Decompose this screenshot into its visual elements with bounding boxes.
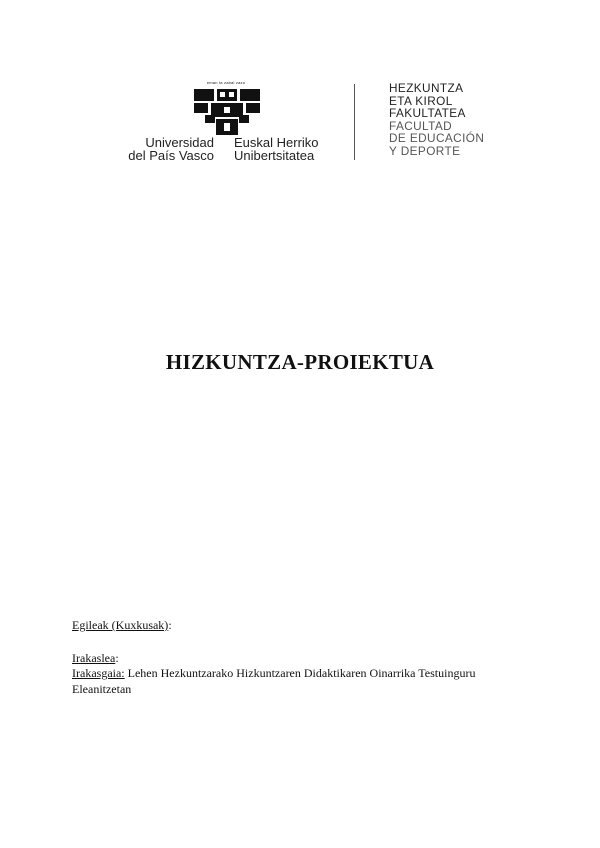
faculty-name: [389, 82, 484, 158]
authors-label: Egileak (Kuxkusak): [72, 618, 169, 632]
subject-label: Irakasgaia:: [72, 666, 125, 680]
university-name-basque: Euskal Herriko Unibertsitatea: [234, 135, 319, 163]
faculty-name-basque: HEZKUNTZA ETA KIROL FAKULTATEA: [389, 81, 466, 121]
document-title: HIZKUNTZA-PROIEKTUA: [165, 350, 435, 374]
teacher-label: Irakaslea: [72, 651, 116, 665]
authors-colon: :: [168, 618, 172, 632]
teacher-colon: :: [115, 651, 119, 665]
teacher-line: [72, 650, 119, 666]
subject-line: [72, 665, 502, 697]
university-logo: [118, 80, 348, 164]
university-emblem-icon: [194, 87, 260, 135]
authors-line: [72, 617, 172, 633]
subject-value: Lehen Hezkuntzarako Hizkuntzaren Didaktikaren Oinarrika Testuinguru Eleanitzetan: [72, 666, 476, 696]
faculty-name-spanish: FACULTAD DE EDUCACIÓN Y DEPORTE: [389, 118, 485, 158]
logo-divider: [354, 84, 355, 160]
university-motto: eman ta zabal zazu: [206, 80, 246, 85]
university-name-spanish: Universidad del País Vasco: [128, 135, 214, 163]
